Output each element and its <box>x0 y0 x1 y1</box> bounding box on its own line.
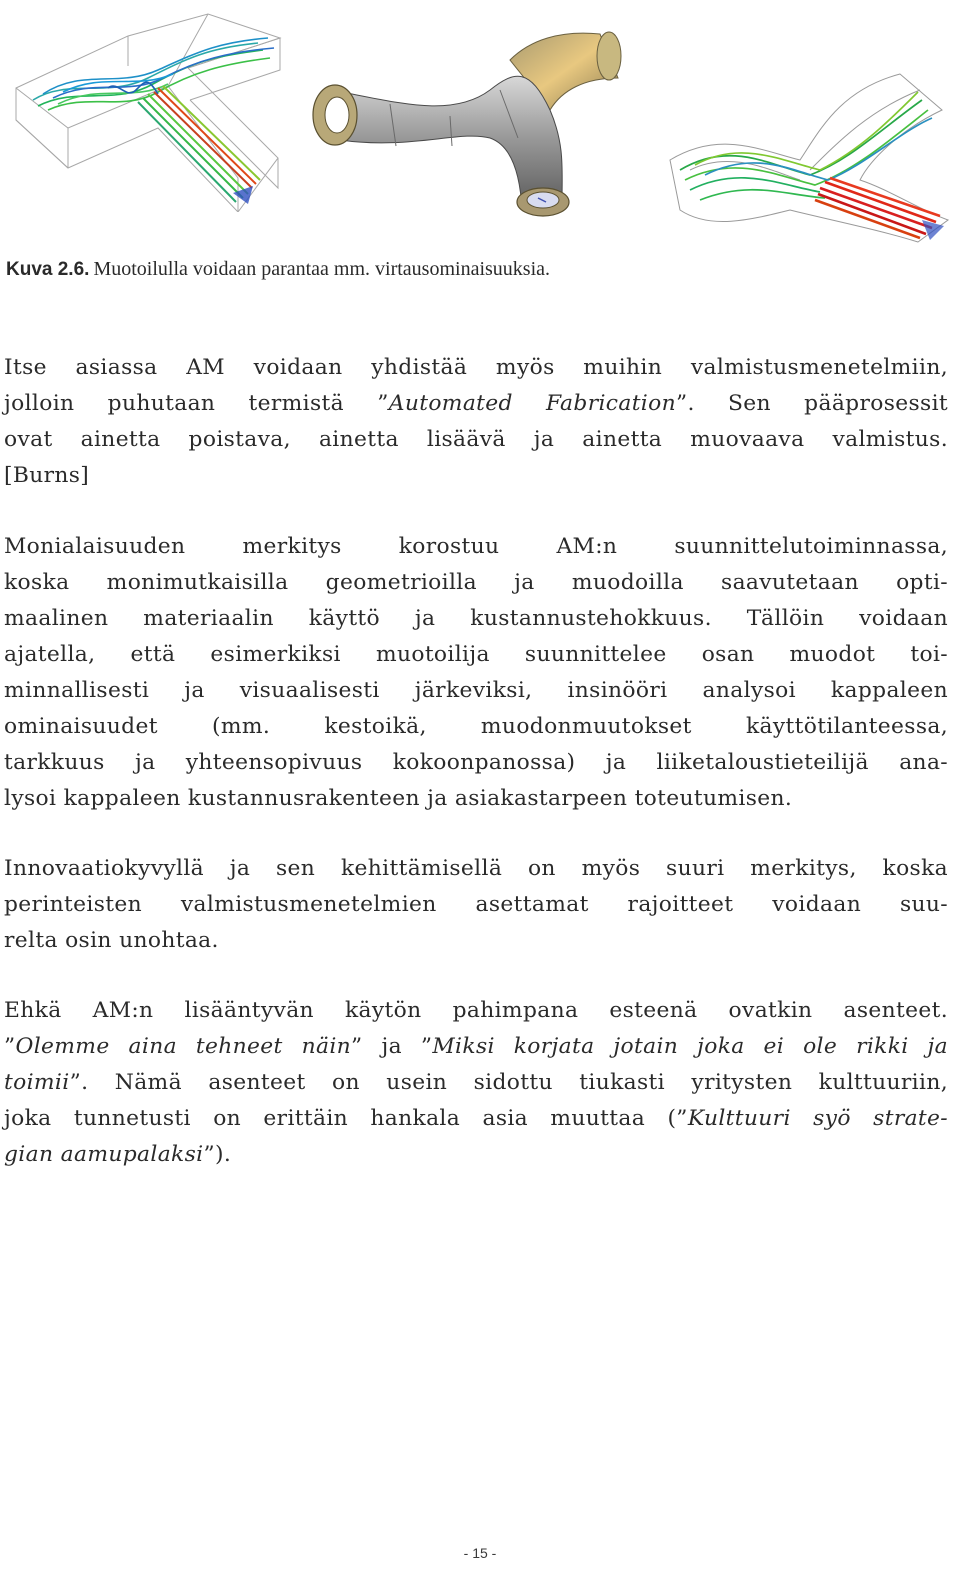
text-line: gian aamupalaksi”). <box>4 1142 232 1167</box>
text-line: minnallisesti ja visuaalisesti järkeviksi, insinööri analysoi kappaleen <box>4 678 948 703</box>
paragraph-2 <box>4 529 948 817</box>
text-line: ”Olemme aina tehneet näin” ja ”Miksi korjata jotain joka ei ole rikki ja <box>4 1034 949 1059</box>
text-line: Itse asiassa AM voidaan yhdistää myös muihin valmistusmenetelmiin, <box>4 355 948 380</box>
text-line: ajatella, että esimerkiksi muotoilija suunnittelee osan muodot toi- <box>4 642 948 667</box>
paragraph-4 <box>4 993 948 1173</box>
text-line: perinteisten valmistusmenetelmien asettamat rajoitteet voidaan suu- <box>4 892 948 917</box>
paragraph-1 <box>4 350 948 494</box>
figure-row <box>0 0 960 245</box>
text-line: toimii”. Nämä asenteet on usein sidottu tiukasti yritysten kulttuuriin, <box>4 1070 948 1095</box>
text-line: relta osin unohtaa. <box>4 928 219 953</box>
text-line: Monialaisuuden merkitys korostuu AM:n suunnittelutoiminnassa, <box>4 534 948 559</box>
citation: [Burns] <box>4 463 90 488</box>
text-line: jolloin puhutaan termistä ”Automated Fabrication”. Sen pääprosessit <box>4 391 948 416</box>
text-line: ominaisuudet (mm. kestoikä, muodonmuutokset käyttötilanteessa, <box>4 714 948 739</box>
text-line: ovat ainetta poistava, ainetta lisäävä ja ainetta muovaava valmistus. <box>4 427 948 452</box>
t-junction-flow-simulation <box>8 8 284 212</box>
text-line: joka tunnetusti on erittäin hankala asia muuttaa (”Kulttuuri syö strate- <box>4 1106 949 1131</box>
figure-caption <box>6 255 946 284</box>
curved-pipe-model <box>300 20 650 220</box>
caption-label: Kuva 2.6. <box>6 259 90 280</box>
body-text <box>4 350 948 1173</box>
caption-text: Muotoilulla voidaan parantaa mm. virtausominaisuuksia. <box>93 258 551 280</box>
paragraph-3 <box>4 851 948 959</box>
text-line: tarkkuus ja yhteensopivuus kokoonpanossa) ja liiketaloustieteilijä ana- <box>4 750 948 775</box>
text-line: lysoi kappaleen kustannusrakenteen ja asiakastarpeen toteutumisen. <box>4 786 793 811</box>
text-line: Ehkä AM:n lisääntyvän käytön pahimpana esteenä ovatkin asenteet. <box>4 998 948 1023</box>
y-junction-flow-simulation <box>660 70 950 245</box>
text-line: maalinen materiaalin käyttö ja kustannustehokkuus. Tällöin voidaan <box>4 606 948 631</box>
text-line: koska monimutkaisilla geometrioilla ja muodoilla saavutetaan opti- <box>4 570 948 595</box>
text-line: Innovaatiokyvyllä ja sen kehittämisellä on myös suuri merkitys, koska <box>4 856 948 881</box>
page-number: - 15 - <box>463 1545 497 1561</box>
